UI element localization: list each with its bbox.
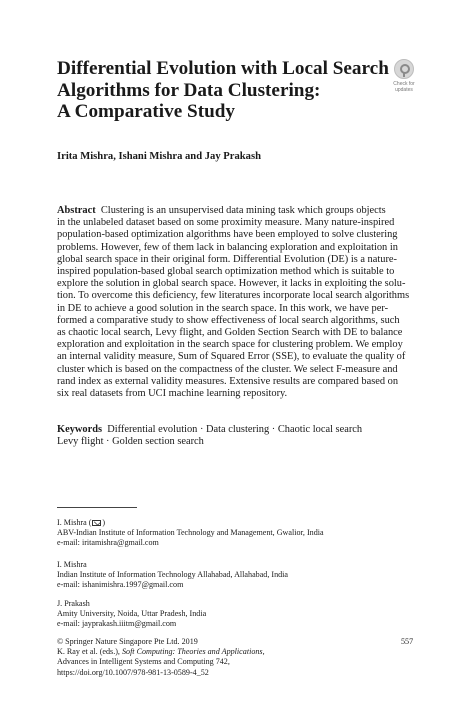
copyright-block (57, 637, 437, 678)
abstract-line: exploration and exploitation in the search space for clustering problem. We employ (57, 339, 403, 351)
abstract-line: six real datasets from UCI machine learning repository. (57, 388, 288, 400)
keywords-line: Levy flight · Golden section search (57, 436, 204, 448)
envelope-icon (92, 520, 101, 526)
affiliation-org: ABV-Indian Institute of Information Technology and Management, Gwalior, India (57, 528, 324, 538)
abstract-line: as chaotic local search, Levy flight, and Golden Section Search with DE to balance (57, 327, 403, 339)
affiliation-org: Indian Institute of Information Technology Allahabad, Allahabad, India (57, 570, 289, 580)
page-number: 557 (401, 637, 414, 646)
abstract-line: explore the solution in global search space. However, it lacks in exploiting the solu- (57, 278, 406, 290)
affiliation-block (57, 560, 437, 591)
title-line: Algorithms for Data Clustering: (57, 79, 321, 101)
series-line: Advances in Intelligent Systems and Computing 742, (57, 657, 230, 667)
paper-title (57, 58, 389, 123)
affiliation-org: Amity University, Noida, Uttar Pradesh, India (57, 609, 207, 619)
badge-label: Check for updates (393, 81, 415, 93)
affiliation-block: I. Mishra ( ) ABV-Indian Institute of Information Technology and Management, Gwalior, India e-mail: iritamishra@gmail.com (57, 518, 437, 549)
keywords-section (57, 424, 419, 448)
abstract-section (57, 205, 419, 400)
abstract-line: formed a comparative study to show effectiveness of local search algorithms, such (57, 314, 400, 326)
keywords-line: Differential evolution · Data clustering · Chaotic local search (107, 424, 363, 435)
title-line: A Comparative Study (57, 101, 236, 122)
abstract-line: tion. To overcome this deficiency, few literatures incorporate local search algorithms (57, 290, 410, 302)
author-list: Irita Mishra, Ishani Mishra and Jay Prakash (57, 151, 261, 162)
abstract-label: Abstract (57, 205, 96, 216)
abstract-line: inspired population-based global search optimization method which is suitable to (57, 266, 395, 278)
abstract-line: global search space in their original form. Differential Evolution (DE) is a nature- (57, 253, 397, 265)
footnote-divider (57, 507, 137, 508)
citation-line: K. Ray et al. (eds.), Soft Computing: Theories and Applications, (57, 647, 265, 657)
affiliation-email[interactable]: e-mail: jayprakash.iiitm@gmail.com (57, 619, 177, 629)
affiliation-block (57, 599, 437, 630)
keywords-label: Keywords (57, 424, 103, 435)
affiliation-email[interactable]: e-mail: ishanimishra.1997@gmail.com (57, 580, 184, 590)
doi-link[interactable]: https://doi.org/10.1007/978-981-13-0589-4_52 (57, 667, 209, 677)
abstract-line: cluster which is based on the compactness of the cluster. We select F-measure and (57, 363, 398, 375)
affiliation-name: I. Mishra ( (57, 518, 92, 527)
affiliation-email[interactable]: e-mail: iritamishra@gmail.com (57, 538, 159, 548)
abstract-line: in the unlabeled dataset based on some proximity measure. Many nature-inspired (57, 217, 395, 229)
affiliation-name: I. Mishra (57, 560, 87, 569)
abstract-line: problems. However, few of them lack in balancing exploration and exploitation in (57, 241, 398, 253)
abstract-line: in DE to achieve a good solution in the search space. In this work, we have per- (57, 302, 389, 314)
abstract-line: rand index as external validity measures. Extensive results are compared based on (57, 375, 399, 387)
check-for-updates-badge[interactable] (385, 57, 423, 95)
copyright-line: © Springer Nature Singapore Pte Ltd. 2019 (57, 637, 198, 646)
title-line: Differential Evolution with Local Search (57, 58, 389, 79)
abstract-line: an internal validity measure, Sum of Squared Error (SSE), to evaluate the quality of (57, 351, 406, 363)
check-for-updates-icon (394, 59, 414, 79)
abstract-line: population-based optimization algorithms have been employed to solve clustering (57, 229, 398, 241)
affiliation-name: J. Prakash (57, 599, 90, 608)
abstract-line: Clustering is an unsupervised data mining task which groups objects (100, 205, 386, 216)
